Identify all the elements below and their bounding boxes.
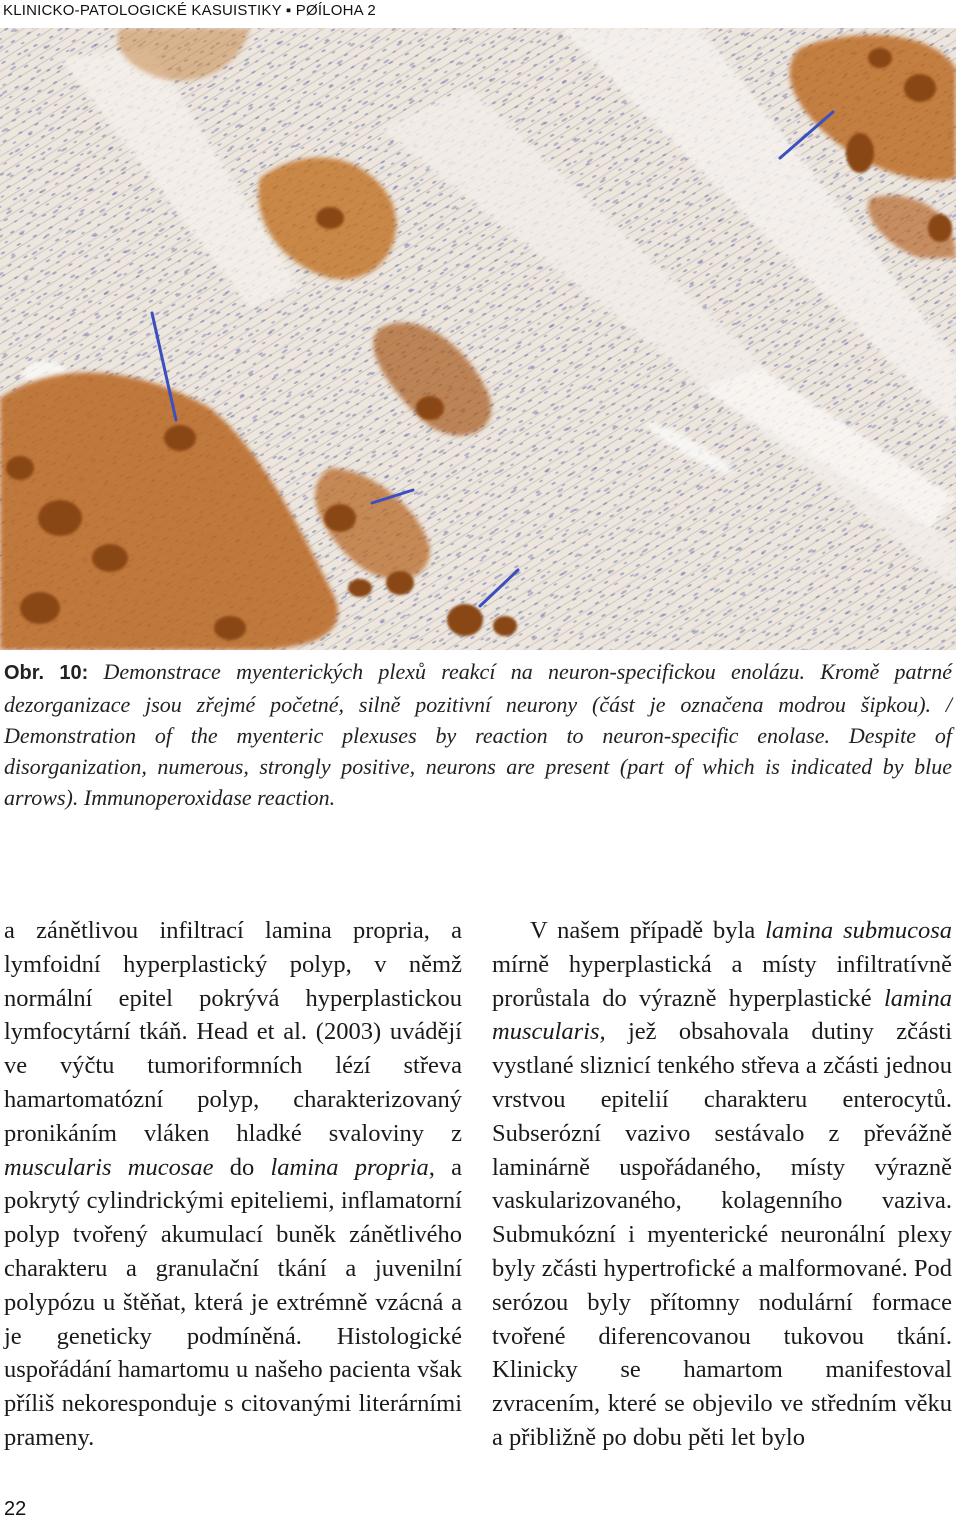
figure-label: Obr. 10: bbox=[4, 662, 89, 684]
text-run: jež obsahovala dutiny zčásti vystlané sliznicí tenkého střeva a zčásti jednou vrstvou epitelií charakteru enterocytů. Subserózní vazivo sestávalo z převážně laminárně uspořádaného, místy výrazně vaskularizovaného, kolagenního vaziva. Submukózní i myenterické neuronální plexy byly zčásti hypertrofické a malformované. Pod serózou byly přítomny nodulární formace tvořené diferencovanou tukovou tkání. Klinicky se hamartom manifestoval zvracením, které se objevilo ve středním věku a přibližně po dobu pěti let bylo bbox=[492, 1018, 952, 1451]
italic-term: lamina submucosa bbox=[765, 917, 952, 944]
histology-micrograph bbox=[0, 28, 956, 650]
left-column bbox=[4, 914, 462, 1455]
figure-caption bbox=[4, 656, 952, 813]
right-paragraph bbox=[492, 914, 952, 1455]
text-run: a zánětlivou infiltrací lamina propria, a lymfoidní hyperplastický polyp, v němž normální epitel pokrývá hyperplastickou lymfocytární tkáň. Head et al. (2003) uvádějí ve výčtu tumoriformních lézí střeva hamartomatózní polyp, charakterizovaný pronikáním vláken hladké svaloviny z bbox=[4, 917, 462, 1147]
text-run: mírně hyperplastická a místy infiltratívně prorůstala do výrazně hyperplastické bbox=[492, 950, 952, 1012]
italic-term: muscularis mucosae bbox=[4, 1153, 214, 1181]
caption-text: Demonstrace myenterických plexů reakcí na neuron-specifickou enolázu. Kromě patrné dezorganizace jsou zřejmé početné, silně pozitivní neurony (část je označena modrou šipkou). / Demonstration of the myenteric plexuses by reaction to neuron-specific enolase. Despite of disorganization, numerous, strongly positive, neurons are present (part of which is indicated by blue arrows). Immunoperoxidase reaction. bbox=[4, 659, 952, 810]
text-run: do bbox=[213, 1153, 271, 1181]
italic-term: lamina muscularis, bbox=[492, 984, 952, 1046]
text-run: a pokrytý cylindrickými epiteliemi, inflamatorní polyp tvořený akumulací buněk zánětlivého charakteru a granulační tkání a juvenilní polypózu u štěňat, která je extrémně vzácná a je geneticky podmíněná. Histologické uspořádání hamartomu u našeho pacienta však příliš nekoresponduje s citovanými literárními prameny. bbox=[4, 1153, 463, 1451]
italic-term: lamina propria, bbox=[270, 1153, 435, 1181]
text-run: V našem případě byla bbox=[530, 917, 766, 944]
left-paragraph bbox=[4, 914, 462, 1455]
right-column bbox=[492, 914, 952, 1455]
running-header: KLINICKO-PATOLOGICKÉ KASUISTIKY ▪ PØÍLOHA 2 bbox=[3, 2, 376, 19]
page-number: 22 bbox=[4, 1498, 27, 1520]
